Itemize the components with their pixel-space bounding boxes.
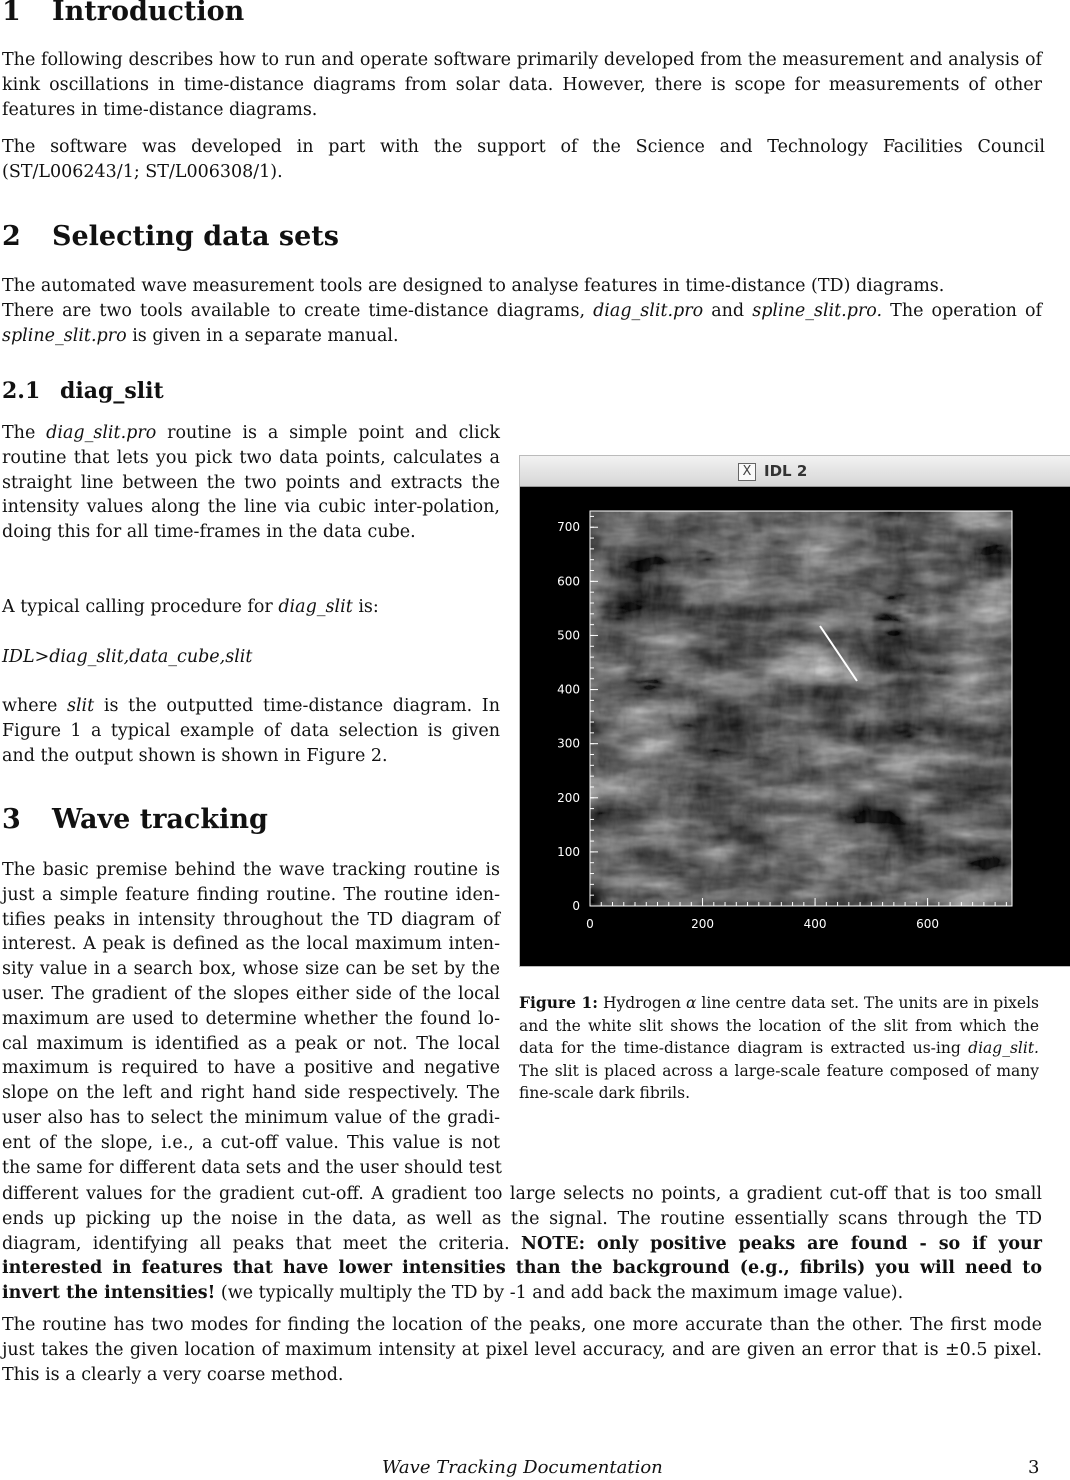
window-title: IDL 2 [764,462,808,480]
section-number: 2.1 [2,378,41,404]
routine-name: diag_slit. [968,1039,1039,1058]
section-2-heading [2,222,339,252]
text: is given in a separate manual. [126,325,399,346]
x-tick-label: 400 [803,917,827,931]
paragraph-line: sity value in a search box, whose size can be set by the [2,959,500,980]
section-title: diag_slit [60,378,164,404]
paragraph: The software was developed in part with the support of the Science and Technology Facilities Council (ST/L006243/1; ST/L006308/1). [2,137,1045,182]
paragraph-line: interest. A peak is defined as the local maximum inten- [2,934,500,955]
text: The [2,423,47,443]
section-title: Introduction [52,0,245,27]
text: is the outputted time-distance diagram. In Figure 1 a typical example of data selection is given and the output shown is shown in Figure 2. [2,696,500,766]
figure-1 [519,455,1070,1103]
figure-label: Figure 1: [519,993,598,1012]
text: where [2,696,67,716]
paragraph-line: user also has to select the minimum value of the gradi- [2,1107,500,1128]
footer-title: Wave Tracking Documentation [382,1457,663,1478]
text: Hydrogen [598,994,686,1012]
paragraph-line: cal maximum is identified as a peak or not. The local [2,1033,500,1054]
y-tick-label: 600 [557,574,580,589]
close-icon[interactable]: X [738,463,756,481]
x-tick-label: 0 [586,917,594,931]
section-title: Wave tracking [52,804,268,835]
filename: spline_slit.pro. [752,301,883,321]
text: and [703,301,753,321]
section-3-heading [2,805,268,835]
paragraph-line: the same for different data sets and the user should test [2,1157,502,1178]
page-number: 3 [1028,1457,1040,1478]
code-line: IDL>diag_slit,data_cube,slit [2,647,253,667]
y-tick-label: 400 [557,682,580,697]
section-number: 3 [2,804,21,835]
paragraph: The routine has two modes for finding the location of the peaks, one more accurate than the other. The first mode just takes the given location of maximum intensity at pixel level accuracy, and are given an error that is ±0.5 pixel. This is a clearly a very coarse method. [2,1315,1042,1385]
y-tick-label: 300 [557,736,580,751]
section-number: 1 [2,0,21,27]
section-title: Selecting data sets [52,221,339,252]
paragraph: The automated wave measurement tools are designed to analyse features in time-distance (TD) diagrams. [2,276,945,296]
figure-caption [519,992,1039,1105]
solar-image-plot [520,487,1070,965]
routine-name: diag_slit [278,597,353,617]
x-tick-label: 600 [916,917,940,931]
filename: diag_slit.pro [593,301,704,321]
paragraph-line: just a simple feature finding routine. The routine iden- [2,884,500,905]
text: A typical calling procedure for [2,597,279,617]
filename: diag_slit.pro [46,423,157,443]
symbol: α [685,994,697,1012]
paragraph-line: The basic premise behind the wave tracking routine is [2,860,500,880]
paragraph-line: maximum are used to determine whether the found lo- [2,1008,500,1029]
text: routine is a simple point and click routine that lets you pick two data points, calculates a straight line between the two points and extracts the intensity values along the line via cubic inter-polation, doing this for all time-frames in the data cube. [2,423,500,543]
filename: spline_slit.pro [2,325,127,346]
text: different values for the gradient cut-off. A gradient too large selects no points, a gradient cut-off that is too small ends up picking up the noise in the data, as well as the signal. The routine essentially scans through the TD diagram, identifying all peaks that meet the criteria. [2,1184,1042,1254]
y-tick-label: 700 [557,520,580,535]
window-titlebar [520,456,1070,487]
subsection-2-1-heading [2,378,164,404]
text: The slit is placed across a large-scale feature composed of many fine-scale dark fibrils. [519,1061,1039,1103]
y-tick-label: 500 [557,628,580,643]
x-tick-label: 200 [691,917,714,931]
section-number: 2 [2,221,21,252]
paragraph [2,1182,1042,1306]
paragraph-line: tifies peaks in intensity throughout the TD diagram of [2,909,500,930]
text: is: [352,597,379,617]
text: (we typically multiply the TD by -1 and add back the maximum image value). [215,1283,904,1304]
y-tick-label: 200 [557,790,580,805]
text: There are two tools available to create time-distance diagrams, [2,301,594,321]
y-tick-label: 0 [572,899,580,913]
code-example [2,645,500,670]
y-tick-label: 100 [557,844,580,859]
paragraph [2,595,500,620]
section-1-heading [2,0,244,27]
paragraph [2,694,500,768]
paragraph-line: ent of the slope, i.e., a cut-off value. This value is not [2,1132,500,1153]
variable-name: slit [66,696,95,716]
paragraph-line: maximum is required to have a positive and negative [2,1058,500,1079]
paragraph: The following describes how to run and operate software primarily developed from the measurement and analysis of kink oscillations in time-distance diagrams from solar data. However, there is scope for measurements of other features in time-distance diagrams. [2,50,1042,120]
text: The operation of [882,301,1042,321]
text: line centre data set. The units are in pixels and the white slit shows the location of the slit from which the data for the time-distance diagram is extracted us-ing [519,994,1040,1058]
paragraph-line: slope on the left and right hand side respectively. The [2,1083,500,1104]
note: NOTE: only positive peaks are found - so if your interested in features that have lower intensities than the background (e.g., fibrils) you will need to invert the intensities! [2,1233,1043,1304]
paragraph [2,421,500,545]
idl-window [519,455,1070,967]
paragraph [2,299,1042,349]
paragraph-wrapped-lines [2,858,500,1180]
image-area [590,511,1012,906]
paragraph-line: user. The gradient of the slopes either side of the local [2,983,500,1004]
